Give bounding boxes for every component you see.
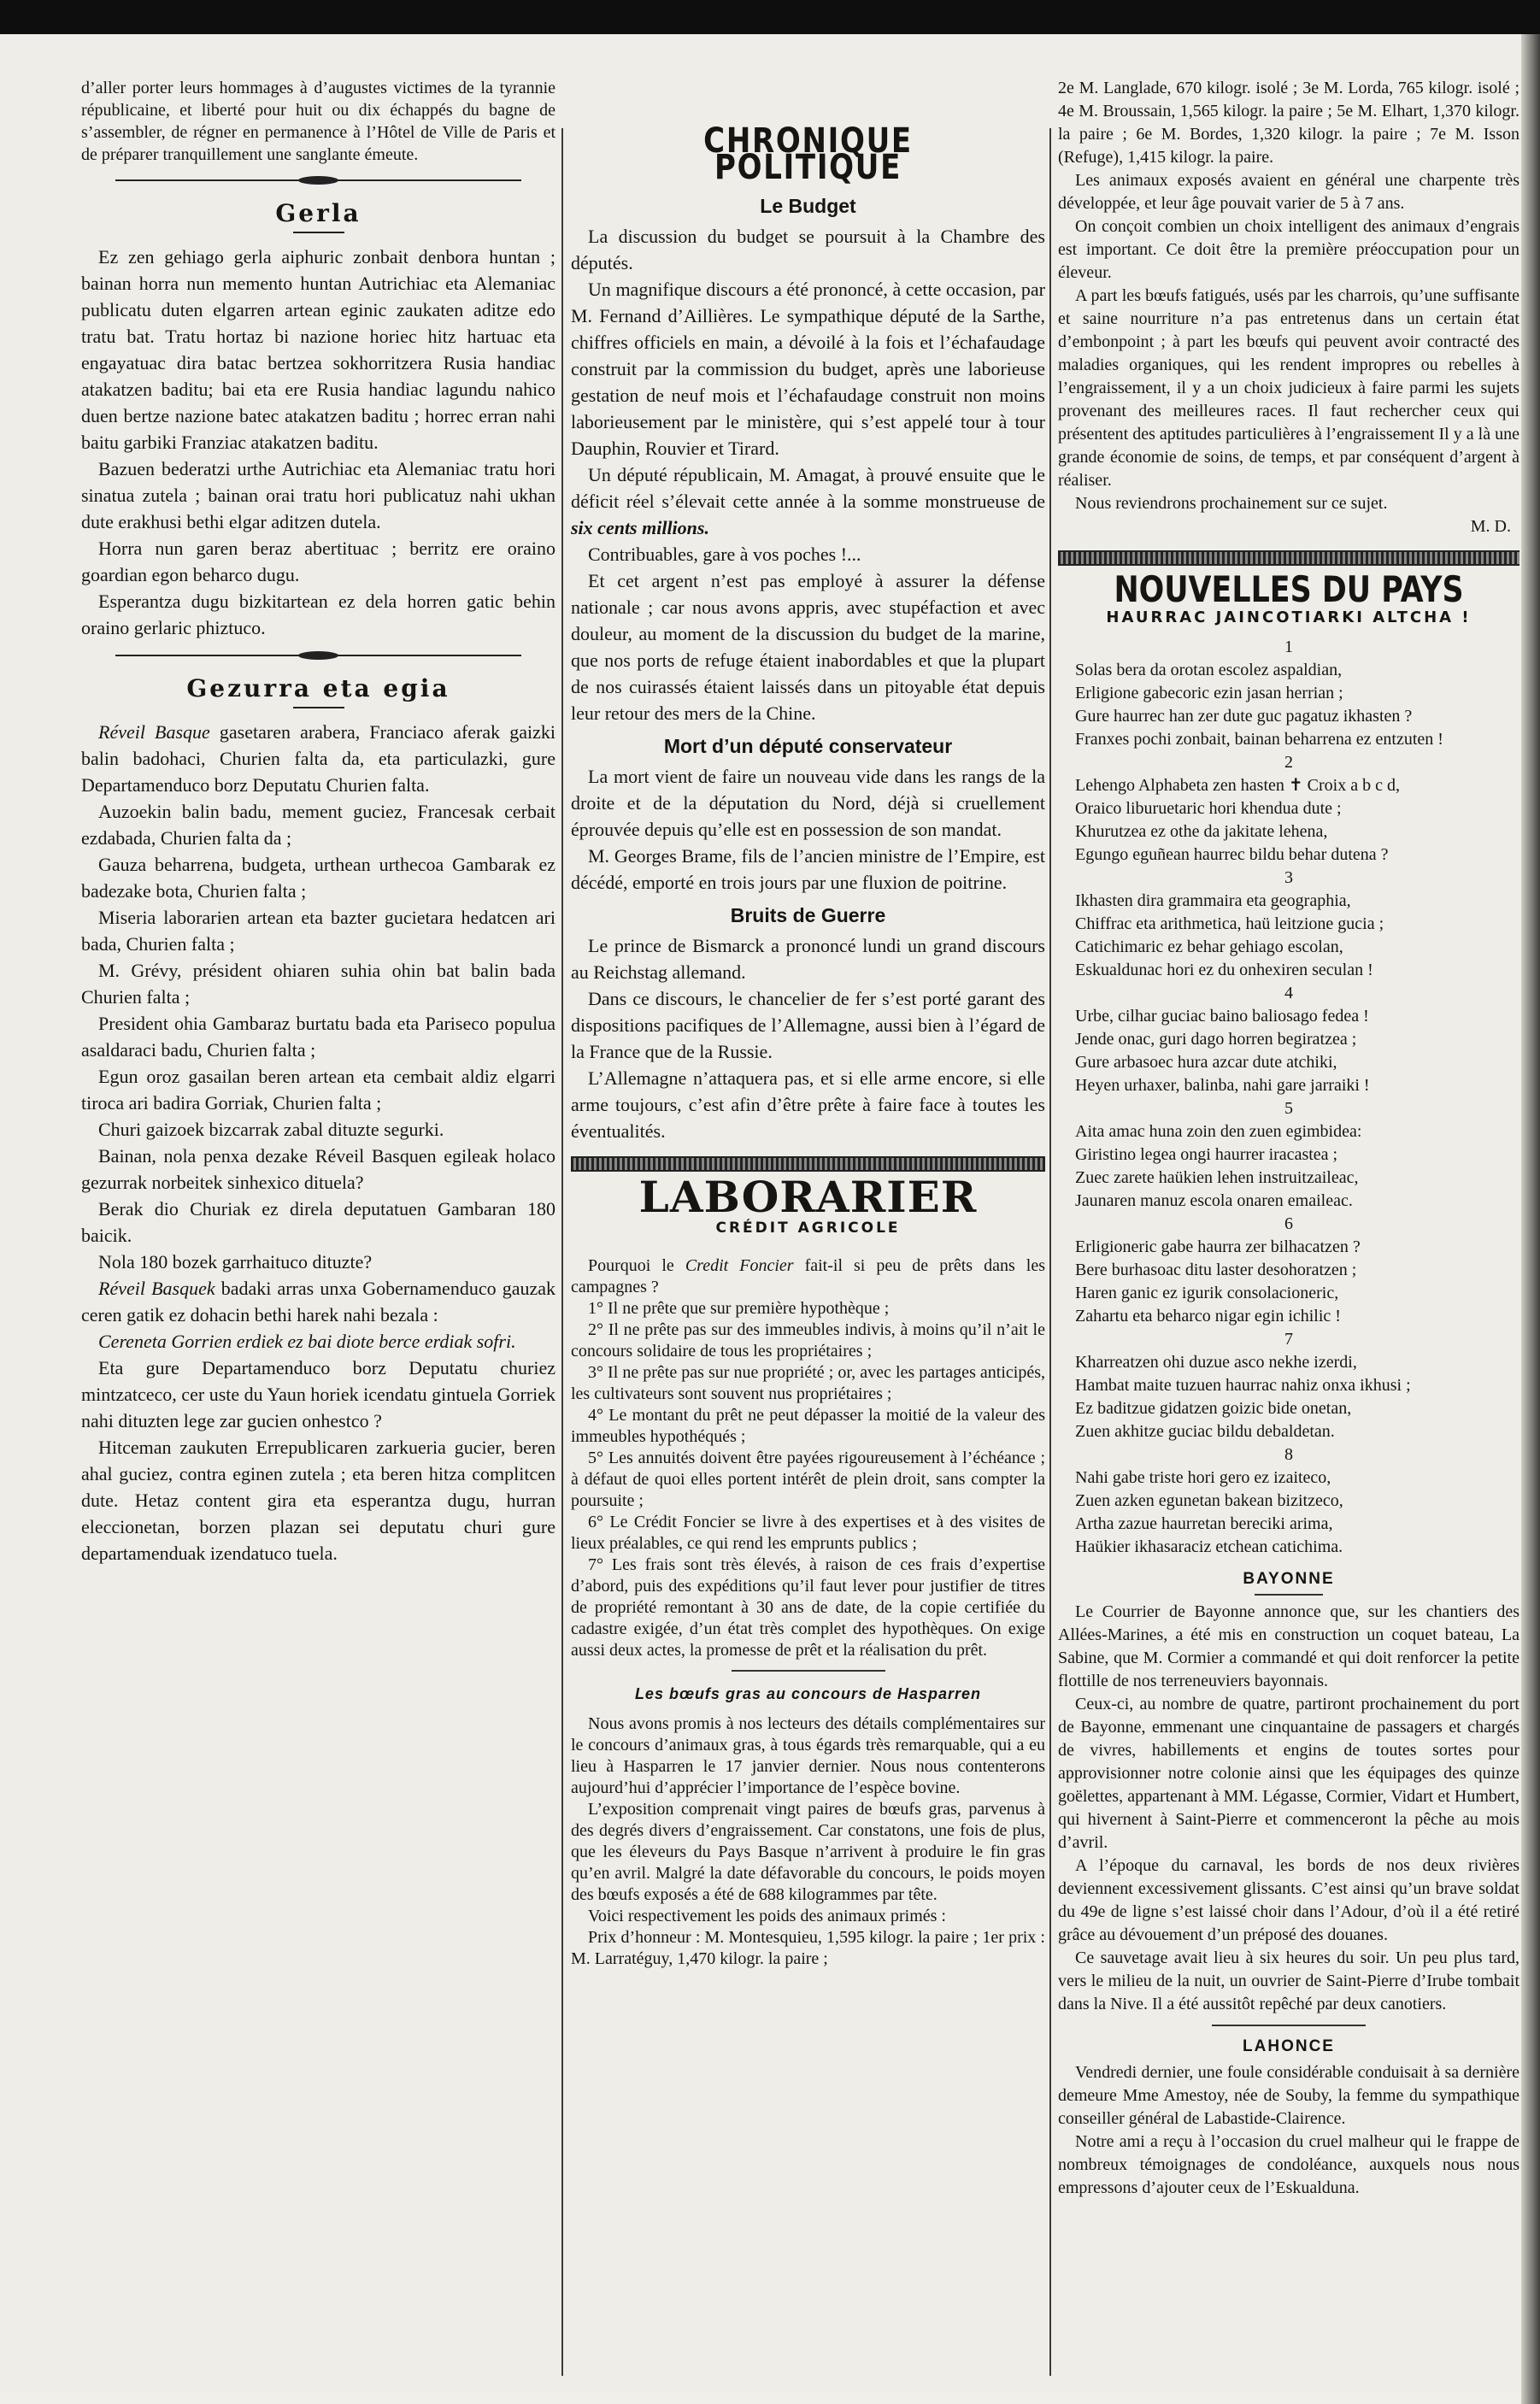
lahonce-article	[1058, 2061, 1519, 2200]
verse-line: Erligioneric gabe haurra zer bilhacatzen ?	[1075, 1237, 1361, 1256]
boeufs-heading: Les bœufs gras au concours de Hasparren	[634, 1685, 982, 1702]
paragraph: Bazuen bederatzi urthe Autrichiac eta Alemaniac tratu hori sinatua zutela ; bainan orai tratu hori publicatuz nahi ukhan dute erakhusi bethi elgar aditzen dutela.	[81, 458, 555, 532]
column-divider	[1049, 128, 1051, 2376]
credit-list	[571, 1298, 1045, 1661]
verse-line: Solas bera da orotan escolez aspaldian,	[1075, 661, 1343, 679]
chronique-heading: CHRONIQUE POLITIQUE	[703, 121, 913, 187]
intro-paragraph: d’aller porter leurs hommages à d’augustes victimes de la tyrannie républicaine, et liberté pour huit ou dix échappés du bagne de s’assembler, de régner en permanence à l’Hôtel de Ville de Paris et de préparer tranquillement une sanglante émeute.	[81, 79, 555, 164]
verse-line: Kharreatzen ohi duzue asco nekhe izerdi,	[1075, 1353, 1357, 1372]
list-item: 6° Le Crédit Foncier se livre à des expertises et à des visites de lieux préalables, ce qui rend les emprunts publics ;	[571, 1513, 1045, 1553]
verse-line: Oraico liburuetaric hori khendua dute ;	[1075, 799, 1342, 818]
lahonce-heading: LAHONCE	[1243, 2037, 1335, 2055]
stanza-number: 5	[1284, 1099, 1293, 1118]
paragraph: Voici respectivement les poids des animaux primés :	[588, 1907, 946, 1925]
paragraph: Dans ce discours, le chancelier de fer s’est porté garant des dispositions pacifiques de l’Allemagne, aussi bien à l’égard de la France que de la Russie.	[571, 988, 1045, 1062]
scan-top-border	[0, 0, 1540, 34]
mort-heading: Mort d’un député conservateur	[663, 735, 953, 757]
paragraph: Prix d’honneur : M. Montesquieu, 1,595 kilogr. la paire ; 1er prix : M. Larratéguy, 1,470 kilogr. la paire ;	[571, 1928, 1045, 1968]
text: Bainan, nola penxa dezake Réveil Basquen egileak holaco gezurrak norbeitek sinhexico dituela?	[81, 1145, 555, 1193]
paragraph: La discussion du budget se poursuit à la Chambre des députés.	[571, 226, 1045, 273]
verse-line: Catichimaric ez behar gehiago escolan,	[1075, 938, 1343, 956]
paragraph	[81, 1275, 555, 1328]
list-item: 2° Il ne prête pas sur des immeubles indivis, à moins qu’il n’ait le concours solidaire de tous les propriétaires ;	[571, 1320, 1045, 1361]
nouvelles-heading: NOUVELLES DU PAYS	[1114, 568, 1464, 610]
stanza-number: 2	[1284, 753, 1293, 772]
paragraph: Un député républicain, M. Amagat, à prouvé ensuite que le déficit réel s’élevait cette année à la somme monstrueuse de six cents millions.	[571, 464, 1045, 538]
paragraph	[81, 1010, 555, 1063]
bayonne-heading: BAYONNE	[1243, 1570, 1335, 1588]
paragraph	[81, 1143, 555, 1196]
boeufs-continued	[1058, 77, 1519, 515]
text: Egun oroz gasailan beren artean eta cembait aldiz elgarri tiroca ari badira Gorriak, Churien falta ;	[81, 1066, 555, 1114]
column-1	[81, 77, 555, 2376]
text: Nola 180 bozek garrhaituco dituzte?	[98, 1251, 373, 1273]
paragraph: Les animaux exposés avaient en général une charpente très développée, et leur âge pouvait varier de 5 à 7 ans.	[1058, 171, 1519, 213]
verse-line: Zuen azken egunetan bakean bizitzeco,	[1075, 1491, 1343, 1510]
verse-line: Khurutzea ez othe da jakitate lehena,	[1075, 822, 1328, 841]
text: Gauza beharrena, budgeta, urthean urthecoa Gambarak ez badezake bota, Churien falta ;	[81, 854, 555, 902]
paragraph: Ce sauvetage avait lieu à six heures du soir. Un peu plus tard, vers le milieu de la nuit, un ouvrier de Saint-Pierre d’Irube tombait dans la Nive. Il a été aussitôt repêché par deux canotiers.	[1058, 1948, 1519, 2013]
verse-line: Chiffrac eta arithmetica, haü leitzione gucia ;	[1075, 914, 1384, 933]
paragraph: On conçoit combien un choix intelligent des animaux d’engrais est important. Ce doit être la première préoccupation pour un éleveur.	[1058, 217, 1519, 282]
credit-intro: Pourquoi le Credit Foncier fait-il si peu de prêts dans les campagnes ?	[571, 1256, 1045, 1296]
verse-line: Gure arbasoec hura azcar dute atchiki,	[1075, 1053, 1337, 1072]
italic-text: Réveil Basquek	[98, 1278, 215, 1299]
text: Churi gaizoek bizcarrak zabal dituzte segurki.	[98, 1119, 444, 1140]
paragraph: A part les bœufs fatigués, usés par les charrois, qu’une suffisante et saine nourriture n’a pas entretenus dans un certain état d’embonpoint ; à part les bœufs qui peuvent avoir contracté des maladies organiques, qui les rendent impropres ou rebelles à l’engraissement, il y a un choix judicieux à faire parmi les sujets provenant des meilleures races. Il faut rechercher ceux qui présentent des aptitudes particulières à l’engraissement Il y a là une grande économie de soins, de temps, et par conséquent d’argent à réaliser.	[1058, 286, 1519, 490]
paragraph	[81, 798, 555, 851]
paragraph	[81, 1328, 555, 1355]
verse-line: Giristino legea ongi haurrer iracastea ;	[1075, 1145, 1338, 1164]
scan-right-edge	[1521, 34, 1540, 2404]
verse-line: Zuen akhitze guciac bildu debaldetan.	[1075, 1422, 1335, 1441]
paragraph: Vendredi dernier, une foule considérable conduisait à sa dernière demeure Mme Amestoy, née de Souby, la femme du sympathique conseiller général de Labastide-Clairence.	[1058, 2063, 1519, 2128]
text: Eta gure Departamenduco borz Deputatu churiez mintzatceco, cer uste du Yaun horiek icendatu gintuela Gorriek nahi dituzten lege zar gucien onhestco ?	[81, 1357, 555, 1431]
stanza-number: 3	[1284, 868, 1293, 887]
paragraph	[81, 1434, 555, 1566]
verse-line: Egungo eguñean haurrec bildu behar dutena ?	[1075, 845, 1389, 864]
list-item: 5° Les annuités doivent être payées rigoureusement à l’échéance ; à défaut de quoi elles portent intérêt de plein droit, sans compter la poursuite ;	[571, 1449, 1045, 1510]
paragraph: La mort vient de faire un nouveau vide dans les rangs de la droite et de la députation du Nord, déjà si cruellement éprouvée depuis qu’elle est en possession de son mandat.	[571, 766, 1045, 840]
gezurra-article	[81, 719, 555, 1566]
text: badaki arras unxa Gobernamenduco gauzak ceren gatik ez dohacin bethi harek nahi bezala :	[81, 1278, 555, 1325]
column-2	[571, 77, 1045, 2376]
paragraph	[81, 1063, 555, 1116]
verse-line: Nahi gabe triste hori gero ez izaiteco,	[1075, 1468, 1331, 1487]
verse-line: Gure haurrec han zer dute guc pagatuz ikhasten ?	[1075, 707, 1413, 726]
paragraph	[81, 1355, 555, 1434]
paragraph: L’exposition comprenait vingt paires de bœufs gras, parvenus à des degrés divers d’engraissement. Car constatons, une fois de plus, que les éleveurs du Pays Basque n’arrivent à produire le fin gras qu’en avril. Malgré la date défavorable du concours, le poids moyen des bœufs exposés a été de 688 kilogrammes par tête.	[571, 1800, 1045, 1904]
stanza-number: 8	[1284, 1445, 1293, 1464]
text: Miseria laborarien artean eta bazter gucietara hedatcen ari bada, Churien falta ;	[81, 907, 555, 955]
paragraph: 2e M. Langlade, 670 kilogr. isolé ; 3e M. Lorda, 765 kilogr. isolé ; 4e M. Broussain, 1,565 kilogr. la paire ; 5e M. Elhart, 1,370 kilogr. la paire ; 6e M. Bordes, 1,320 kilogr. la paire ; 7e M. Isson (Refuge), 1,415 kilogr. la paire.	[1058, 79, 1519, 167]
verse-line: Urbe, cilhar guciac baino baliosago fedea !	[1075, 1007, 1369, 1026]
list-item: 1° Il ne prête que sur première hypothèque ;	[588, 1299, 890, 1318]
bayonne-article	[1058, 1601, 1519, 2016]
paragraph: Le Courrier de Bayonne annonce que, sur les chantiers des Allées-Marines, a été mis en construction un coquet bateau, La Sabine, que M. Cormier a commandé et qui doit renforcer la petite flottille de nos terreneuviers bayonnais.	[1058, 1602, 1519, 1690]
ornament-divider	[115, 649, 521, 661]
list-item: 3° Il ne prête pas sur nue propriété ; or, avec les partages anticipés, les cultivateurs sont souvent nus propriétaires ;	[571, 1363, 1045, 1403]
text: President ohia Gambaraz burtatu bada eta Pariseco populua asaldaraci badu, Churien falta ;	[81, 1013, 555, 1061]
verse-line: Erligione gabecoric ezin jasan herrian ;	[1075, 684, 1343, 702]
text: gasetaren arabera, Franciaco aferak gaizki balin badohaci, Churien falta da, eta particulazki, gure Departamenduco borz Deputatu Churien falta.	[81, 721, 555, 796]
verse-line: Bere burhasoac ditu laster desohoratzen ;	[1075, 1261, 1357, 1279]
paragraph	[81, 1116, 555, 1143]
verse-line: Lehengo Alphabeta zen hasten ✝ Croix a b c d,	[1075, 776, 1400, 795]
paragraph	[81, 1196, 555, 1249]
verse-line: Jaunaren manuz escola onaren emaileac.	[1075, 1191, 1353, 1210]
paragraph: A l’époque du carnaval, les bords de nos deux rivières deviennent excessivement glissants. C’est ainsi qu’un brave soldat du 49e de ligne s’est laissé choir dans l’Adour, d’où il a été retiré grâce au dévouement d’un préposé des douanes.	[1058, 1856, 1519, 1944]
short-rule	[293, 707, 344, 708]
verse-line: Artha zazue haurretan bereciki arima,	[1075, 1514, 1333, 1533]
paragraph: Et cet argent n’est pas employé à assurer la défense nationale ; car nous avons appris, avec stupéfaction et avec douleur, au moment de la discussion du budget de la marine, que nos ports de refuge étaient inabordables et que la plupart de nos cuirassés étaient laissés dans un pitoyable état depuis leur retour des mers de la Chine.	[571, 570, 1045, 724]
paragraph: Nous avons promis à nos lecteurs des détails complémentaires sur le concours d’animaux gras, à tous égards très remarquable, qui a eu lieu à Hasparren le 17 janvier dernier. Nous nous contenterons aujourd’hui d’apprécier l’importance de l’espèce bovine.	[571, 1714, 1045, 1797]
paragraph	[81, 957, 555, 1010]
section-rule	[1058, 550, 1519, 566]
poem	[1058, 636, 1519, 1559]
italic-text: Réveil Basque	[98, 721, 210, 743]
paragraph: Un magnifique discours a été prononcé, à cette occasion, par M. Fernand d’Aillières. Le sympathique député de la Sarthe, chiffres officiels en main, a dévoilé à la fois et l’échafaudage construit par la commission du budget, après une laborieuse gestation de neuf mois et l’échafaudage construit non moins laborieusement par le ministère, qui s’est appelé tour à tour Dauphin, Rouvier et Tirard.	[571, 279, 1045, 459]
paragraph	[81, 851, 555, 904]
paragraph: M. Georges Brame, fils de l’ancien ministre de l’Empire, est décédé, emporté en trois jours par une fluxion de poitrine.	[571, 845, 1045, 893]
stanza-number: 6	[1284, 1214, 1293, 1233]
stanza-number: 4	[1284, 984, 1293, 1002]
paragraph: Notre ami a reçu à l’occasion du cruel malheur qui le frappe de nombreux témoignages de condoléance, auxquels nous nous empressons d’ajouter ceux de l’Eskualduna.	[1058, 2132, 1519, 2197]
thin-rule	[1255, 1594, 1323, 1596]
verse-line: Eskualdunac hori ez du onhexiren seculan !	[1075, 961, 1373, 979]
ornament-divider	[115, 174, 521, 186]
haurrac-heading: HAURRAC JAINCOTIARKI ALTCHA !	[1106, 608, 1472, 626]
text: Auzoekin balin badu, mement guciez, Francesak cerbait ezdabada, Churien falta da ;	[81, 801, 555, 849]
paragraph: L’Allemagne n’attaquera pas, et si elle arme encore, si elle arme toujours, c’est afin d’être prête à faire face à toutes les éventualités.	[571, 1067, 1045, 1142]
gezurra-heading: Gezurra eta egia	[186, 674, 450, 702]
verse-line: Zahartu eta beharco nigar egin ichilic !	[1075, 1307, 1341, 1325]
thin-rule	[1212, 2025, 1366, 2026]
paragraph: Nous reviendrons prochainement sur ce sujet.	[1075, 494, 1388, 513]
short-rule	[293, 232, 344, 233]
verse-line: Ez baditzue gidatzen goizic bide onetan,	[1075, 1399, 1352, 1418]
verse-line: Franxes pochi zonbait, bainan beharrena ez entzuten !	[1075, 730, 1443, 749]
budget-article	[571, 223, 1045, 726]
column-3	[1058, 77, 1519, 2376]
text: Hitceman zaukuten Errepublicaren zarkueria gucier, beren ahal guciez, contra eginen zutela ; eta beren hitza complitcen dute. Hetaz content gira eta esperantza dugu, hurran eleccionetan, borzen plazan sei deputatu churi gure departamenduak izendatuco tuela.	[81, 1437, 555, 1564]
paragraph	[81, 1249, 555, 1275]
verse-line: Ikhasten dira grammaira eta geographia,	[1075, 891, 1351, 910]
text: M. Grévy, président ohiaren suhia ohin bat balin bada Churien falta ;	[81, 960, 555, 1008]
gerla-article	[81, 244, 555, 641]
verse-line: Zuec zarete haükien lehen instruitzaileac,	[1075, 1168, 1359, 1187]
list-item: 7° Les frais sont très élevés, à raison de ces frais d’expertise d’abord, puis des expéditions qu’il faut lever pour justifier de titres de propriété remontant à 30 ans de date, de la copie certifiée du cadastre exigée, d’un état très complet des hypothèques. On exige aussi deux actes, la promesse de prêt et la réalisation du prêt.	[571, 1555, 1045, 1660]
gerla-heading: Gerla	[275, 199, 361, 227]
verse-line: Aita amac huna zoin den zuen egimbidea:	[1075, 1122, 1362, 1141]
paragraph: Esperantza dugu bizkitartean ez dela horren gatic behin oraino gerlaric phiztuco.	[81, 591, 555, 638]
paragraph: Contribuables, gare à vos poches !...	[588, 544, 861, 565]
boeufs-article	[571, 1713, 1045, 1970]
verse-line: Haren ganic ez igurik consolacioneric,	[1075, 1284, 1339, 1302]
verse-line: Hambat maite tuzuen haurrac nahiz onxa ikhusi ;	[1075, 1376, 1411, 1395]
stanza-number: 1	[1284, 638, 1293, 656]
paragraph: Ceux-ci, au nombre de quatre, partiront prochainement du port de Bayonne, emmenant une cinquantaine de passagers et chargés de vivres, habillements et engins de toutes sortes pour approvisionner notre colonie ainsi que les équipages des quinze goëlettes, appartenant à MM. Légasse, Cormier, Vidart et Humbert, qui hivernent à Saint-Pierre et commenceront la pêche au mois d’avril.	[1058, 1695, 1519, 1852]
verse-line: Jende onac, guri dago horren begiratzea ;	[1075, 1030, 1357, 1049]
paragraph: Horra nun garen beraz abertituac ; berritz ere oraino goardian egon beharco dugu.	[81, 538, 555, 585]
bruits-heading: Bruits de Guerre	[730, 904, 886, 926]
list-item: 4° Le montant du prêt ne peut dépasser la moitié de la valeur des immeubles hypothéqués ;	[571, 1406, 1045, 1446]
column-divider	[561, 128, 563, 2376]
paragraph	[81, 719, 555, 798]
section-rule	[571, 1156, 1045, 1172]
stanza-number: 7	[1284, 1330, 1293, 1349]
paragraph: Le prince de Bismarck a prononcé lundi un grand discours au Reichstag allemand.	[571, 935, 1045, 983]
paragraph	[81, 904, 555, 957]
text: Berak dio Churiak ez direla deputatuen Gambaran 180 baicik.	[81, 1198, 555, 1246]
budget-heading: Le Budget	[760, 195, 856, 217]
mort-article	[571, 763, 1045, 896]
verse-line: Heyen urhaxer, balinba, nahi gare jarraiki !	[1075, 1076, 1370, 1095]
laborarier-heading: LABORARIER	[638, 1172, 978, 1222]
italic-text: Cereneta Gorrien erdiek ez bai diote berce erdiak sofri.	[98, 1331, 516, 1352]
verse-line: Haükier ikhasaraciz etchean catichima.	[1075, 1537, 1343, 1556]
credit-agricole-heading: CRÉDIT AGRICOLE	[715, 1220, 901, 1237]
paragraph: Ez zen gehiago gerla aiphuric zonbait denbora huntan ; bainan horra nun memento huntan Autrichiac eta Alemaniac publicatu duten elgarren artean eginic zaukaten aditze edo tratu bat. Tratu hortaz bi nazione horiec hitz hartuac eta engayatuac dira batac bertzea sokhorritzera Rusia handiac atakatzen baditu; bai eta ere Rusia handiac lagundu nahico duen bertze nazione batec atakatzen baditu ; horrec erran nahi baitu garbiki Franziac atakatzen baditu.	[81, 246, 555, 453]
bruits-article	[571, 932, 1045, 1144]
thin-rule	[732, 1670, 885, 1672]
signature: M. D.	[1470, 517, 1511, 536]
